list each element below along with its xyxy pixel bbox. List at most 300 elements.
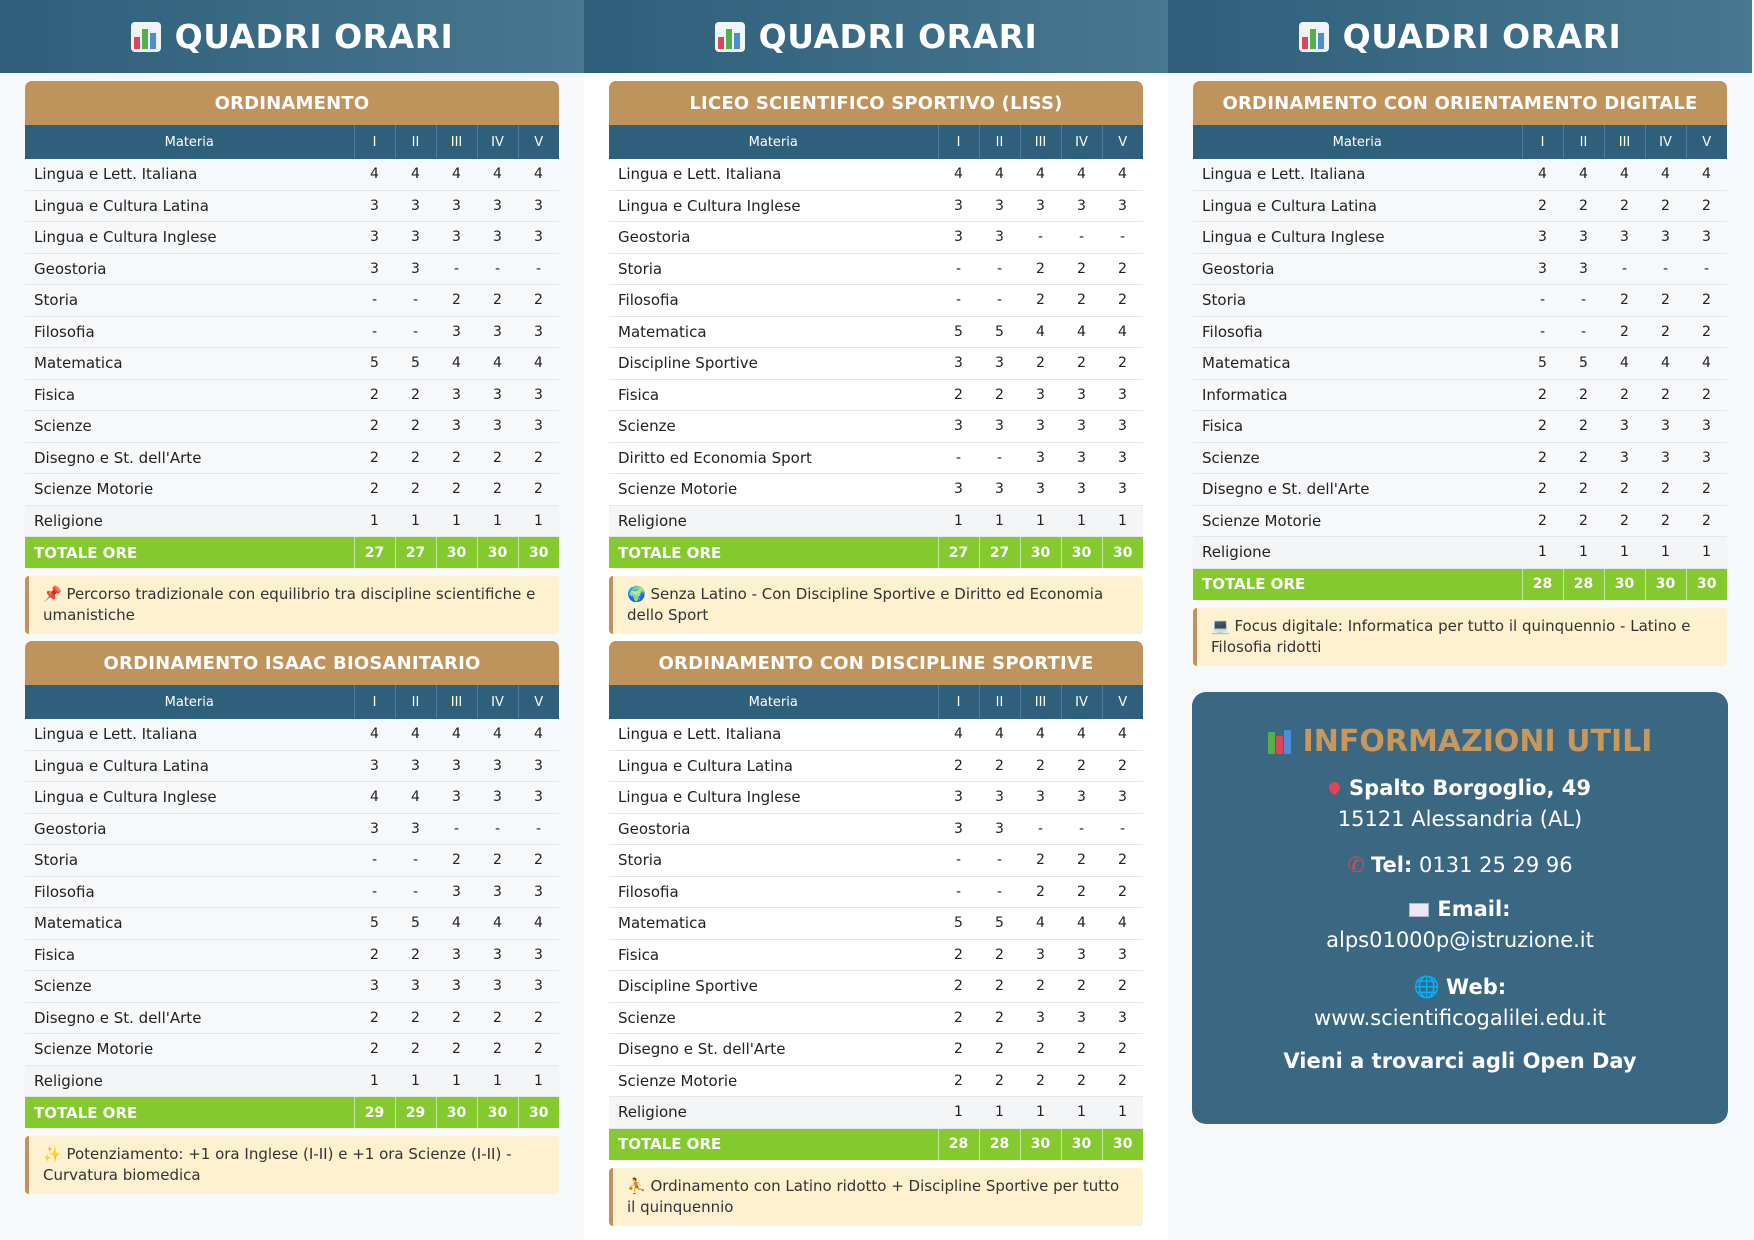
- hours-cell: -: [1563, 316, 1604, 348]
- hours-cell: 4: [1604, 159, 1645, 190]
- hours-cell: 4: [477, 159, 518, 190]
- hours-cell: 2: [436, 474, 477, 506]
- hours-cell: 1: [1522, 537, 1563, 569]
- hours-cell: 2: [1522, 474, 1563, 506]
- subject-cell: Lingua e Cultura Inglese: [609, 782, 938, 814]
- tel-value[interactable]: 0131 25 29 96: [1419, 853, 1573, 877]
- hours-cell: 3: [1604, 411, 1645, 443]
- hours-cell: 3: [938, 782, 979, 814]
- table-row: [1193, 285, 1727, 317]
- subject-cell: Scienze: [609, 1002, 938, 1034]
- hours-cell: 2: [1645, 285, 1686, 317]
- hours-cell: 3: [1102, 782, 1143, 814]
- hours-cell: 2: [354, 1002, 395, 1034]
- bar-chart-icon: [131, 22, 161, 52]
- hours-cell: 3: [477, 876, 518, 908]
- hours-cell: 2: [395, 939, 436, 971]
- table-row: [1193, 159, 1727, 190]
- column-header-year: IV: [477, 685, 518, 719]
- subject-cell: Scienze: [25, 411, 354, 443]
- hours-cell: 4: [1604, 348, 1645, 380]
- table-row: [1193, 411, 1727, 443]
- hours-cell: 2: [354, 474, 395, 506]
- hours-cell: 4: [1522, 159, 1563, 190]
- hours-cell: 3: [436, 876, 477, 908]
- address-street: Spalto Borgoglio, 49: [1349, 776, 1591, 800]
- subject-cell: Geostoria: [1193, 253, 1522, 285]
- subject-cell: Fisica: [25, 939, 354, 971]
- hours-cell: 4: [477, 719, 518, 750]
- total-cell: 29: [395, 1097, 436, 1129]
- table-row: [25, 908, 559, 940]
- address-line1: [1192, 773, 1728, 804]
- column-header-materia: Materia: [609, 125, 938, 159]
- total-row: [609, 1128, 1143, 1160]
- subject-cell: Matematica: [25, 908, 354, 940]
- hours-cell: 4: [395, 782, 436, 814]
- hours-cell: 3: [518, 750, 559, 782]
- hours-cell: 2: [1686, 316, 1727, 348]
- hours-cell: 2: [1061, 253, 1102, 285]
- total-cell: 30: [1686, 568, 1727, 600]
- hours-cell: 3: [477, 939, 518, 971]
- web-value[interactable]: www.scientificogalilei.edu.it: [1314, 1006, 1606, 1030]
- table-row: [25, 411, 559, 443]
- total-cell: 30: [1061, 537, 1102, 569]
- total-cell: 28: [1563, 568, 1604, 600]
- hours-cell: 3: [1645, 411, 1686, 443]
- subject-cell: Lingua e Lett. Italiana: [25, 159, 354, 190]
- table-header-row: [609, 125, 1143, 159]
- column-header-year: II: [1563, 125, 1604, 159]
- column-title: QUADRI ORARI: [174, 17, 454, 56]
- column-header-materia: Materia: [609, 685, 938, 719]
- column-header-year: III: [436, 125, 477, 159]
- subject-cell: Religione: [609, 505, 938, 537]
- table-row: [609, 348, 1143, 380]
- hours-cell: 2: [395, 1034, 436, 1066]
- info-title-text: INFORMAZIONI UTILI: [1302, 724, 1653, 759]
- hours-cell: 2: [1061, 285, 1102, 317]
- schedule-table: [1193, 125, 1727, 600]
- table-row: [25, 190, 559, 222]
- hours-cell: 3: [477, 222, 518, 254]
- hours-cell: 2: [1061, 971, 1102, 1003]
- hours-cell: 2: [1686, 505, 1727, 537]
- table-row: [609, 505, 1143, 537]
- hours-cell: 3: [354, 813, 395, 845]
- hours-cell: 3: [1020, 939, 1061, 971]
- hours-cell: 3: [477, 411, 518, 443]
- hours-cell: 3: [1061, 442, 1102, 474]
- hours-cell: 4: [436, 719, 477, 750]
- subject-cell: Fisica: [609, 939, 938, 971]
- email-value[interactable]: alps01000p@istruzione.it: [1326, 928, 1594, 952]
- hours-cell: 5: [395, 908, 436, 940]
- column-header-year: IV: [1061, 685, 1102, 719]
- hours-cell: 2: [354, 411, 395, 443]
- table-row: [25, 813, 559, 845]
- subject-cell: Lingua e Cultura Inglese: [25, 782, 354, 814]
- total-cell: 28: [979, 1128, 1020, 1160]
- subject-cell: Disegno e St. dell'Arte: [1193, 474, 1522, 506]
- hours-cell: 3: [395, 750, 436, 782]
- table-row: [25, 782, 559, 814]
- table-row: [609, 719, 1143, 750]
- table-row: [25, 1002, 559, 1034]
- table-header-row: [609, 685, 1143, 719]
- hours-cell: 1: [1102, 1097, 1143, 1129]
- subject-cell: Lingua e Cultura Inglese: [1193, 222, 1522, 254]
- hours-cell: 2: [1061, 348, 1102, 380]
- schedule-table: [609, 125, 1143, 568]
- subject-cell: Lingua e Cultura Latina: [25, 190, 354, 222]
- card-title: ORDINAMENTO CON ORIENTAMENTO DIGITALE: [1193, 81, 1727, 125]
- hours-cell: -: [1061, 222, 1102, 254]
- hours-cell: 2: [1102, 285, 1143, 317]
- table-row: [609, 1065, 1143, 1097]
- hours-cell: 2: [518, 442, 559, 474]
- total-cell: 29: [354, 1097, 395, 1129]
- hours-cell: -: [1102, 222, 1143, 254]
- subject-cell: Disegno e St. dell'Arte: [25, 442, 354, 474]
- hours-cell: 2: [1102, 348, 1143, 380]
- hours-cell: 2: [1102, 845, 1143, 877]
- column-header-year: I: [938, 685, 979, 719]
- subject-cell: Matematica: [609, 316, 938, 348]
- total-label: TOTALE ORE: [609, 537, 938, 569]
- hours-cell: 3: [938, 190, 979, 222]
- hours-cell: 3: [1061, 379, 1102, 411]
- total-row: [25, 537, 559, 569]
- column-header-year: I: [354, 125, 395, 159]
- table-row: [1193, 190, 1727, 222]
- hours-cell: 2: [1020, 971, 1061, 1003]
- bar-chart-icon: [715, 22, 745, 52]
- hours-cell: 5: [354, 908, 395, 940]
- table-row: [609, 190, 1143, 222]
- hours-cell: 2: [1645, 505, 1686, 537]
- hours-cell: 2: [938, 379, 979, 411]
- total-cell: 30: [1645, 568, 1686, 600]
- hours-cell: 2: [1563, 411, 1604, 443]
- table-row: [609, 971, 1143, 1003]
- hours-cell: 3: [979, 190, 1020, 222]
- hours-cell: 3: [477, 190, 518, 222]
- hours-cell: -: [1061, 813, 1102, 845]
- hours-cell: 2: [436, 285, 477, 317]
- hours-cell: -: [979, 876, 1020, 908]
- hours-cell: 4: [518, 719, 559, 750]
- hours-cell: 3: [938, 222, 979, 254]
- schedule-table: [25, 125, 559, 568]
- table-row: [1193, 348, 1727, 380]
- column-header-year: V: [1102, 685, 1143, 719]
- subject-cell: Matematica: [1193, 348, 1522, 380]
- subject-cell: Geostoria: [25, 813, 354, 845]
- hours-cell: 3: [1563, 222, 1604, 254]
- hours-cell: 2: [518, 1034, 559, 1066]
- hours-cell: 3: [979, 222, 1020, 254]
- table-row: [25, 285, 559, 317]
- total-cell: 28: [1522, 568, 1563, 600]
- hours-cell: 4: [1563, 159, 1604, 190]
- hours-cell: 5: [395, 348, 436, 380]
- hours-cell: 3: [1061, 939, 1102, 971]
- subject-cell: Scienze Motorie: [1193, 505, 1522, 537]
- column-header: [584, 0, 1168, 73]
- hours-cell: 2: [477, 285, 518, 317]
- hours-cell: 2: [395, 474, 436, 506]
- subject-cell: Filosofia: [609, 876, 938, 908]
- table-row: [609, 1002, 1143, 1034]
- hours-cell: -: [518, 253, 559, 285]
- hours-cell: 3: [477, 971, 518, 1003]
- hours-cell: 4: [979, 719, 1020, 750]
- subject-cell: Filosofia: [25, 316, 354, 348]
- hours-cell: 4: [1686, 348, 1727, 380]
- hours-cell: 3: [518, 782, 559, 814]
- column-header-year: III: [1604, 125, 1645, 159]
- column-header-year: II: [395, 685, 436, 719]
- subject-cell: Filosofia: [1193, 316, 1522, 348]
- hours-cell: -: [1604, 253, 1645, 285]
- card-isaac: [25, 641, 559, 1194]
- table-row: [25, 876, 559, 908]
- hours-cell: 1: [1102, 505, 1143, 537]
- hours-cell: 3: [477, 782, 518, 814]
- hours-cell: -: [979, 285, 1020, 317]
- hours-cell: 4: [477, 908, 518, 940]
- hours-cell: 2: [1020, 1065, 1061, 1097]
- address-line2: 15121 Alessandria (AL): [1337, 807, 1583, 831]
- hours-cell: -: [979, 442, 1020, 474]
- hours-cell: 2: [1522, 379, 1563, 411]
- web-label: Web:: [1446, 975, 1507, 999]
- hours-cell: 3: [979, 474, 1020, 506]
- total-cell: 30: [518, 537, 559, 569]
- hours-cell: 3: [436, 379, 477, 411]
- hours-cell: 2: [1020, 253, 1061, 285]
- column-header-year: I: [354, 685, 395, 719]
- hours-cell: 3: [1020, 782, 1061, 814]
- hours-cell: 2: [1020, 348, 1061, 380]
- total-label: TOTALE ORE: [1193, 568, 1522, 600]
- column-header-year: IV: [477, 125, 518, 159]
- hours-cell: 2: [1020, 750, 1061, 782]
- hours-cell: -: [354, 845, 395, 877]
- web-label-line: [1192, 972, 1728, 1003]
- hours-cell: 3: [1686, 411, 1727, 443]
- hours-cell: 3: [979, 782, 1020, 814]
- total-label: TOTALE ORE: [609, 1128, 938, 1160]
- table-row: [1193, 253, 1727, 285]
- pin-icon: [1327, 780, 1343, 796]
- schedule-table: [25, 685, 559, 1128]
- hours-cell: 2: [979, 1065, 1020, 1097]
- hours-cell: -: [1686, 253, 1727, 285]
- hours-cell: 2: [1686, 285, 1727, 317]
- hours-cell: 2: [979, 1034, 1020, 1066]
- subject-cell: Storia: [609, 253, 938, 285]
- hours-cell: -: [979, 253, 1020, 285]
- subject-cell: Matematica: [25, 348, 354, 380]
- total-row: [1193, 568, 1727, 600]
- card-note: 📌 Percorso tradizionale con equilibrio tra discipline scientifiche e umanistiche: [25, 576, 559, 634]
- hours-cell: 1: [354, 1065, 395, 1097]
- subject-cell: Diritto ed Economia Sport: [609, 442, 938, 474]
- table-row: [1193, 505, 1727, 537]
- hours-cell: 1: [1645, 537, 1686, 569]
- hours-cell: 3: [1061, 474, 1102, 506]
- subject-cell: Storia: [25, 845, 354, 877]
- hours-cell: 2: [436, 442, 477, 474]
- subject-cell: Scienze Motorie: [25, 1034, 354, 1066]
- subject-cell: Scienze: [609, 411, 938, 443]
- hours-cell: 4: [518, 908, 559, 940]
- table-row: [609, 442, 1143, 474]
- hours-cell: 2: [1686, 474, 1727, 506]
- hours-cell: 2: [938, 1065, 979, 1097]
- hours-cell: 3: [354, 222, 395, 254]
- hours-cell: 3: [354, 190, 395, 222]
- table-row: [609, 285, 1143, 317]
- column-header-year: V: [1102, 125, 1143, 159]
- table-row: [25, 222, 559, 254]
- table-row: [25, 379, 559, 411]
- hours-cell: 3: [477, 379, 518, 411]
- hours-cell: 4: [1020, 908, 1061, 940]
- hours-cell: 2: [477, 442, 518, 474]
- total-cell: 30: [477, 537, 518, 569]
- hours-cell: 3: [1102, 411, 1143, 443]
- table-row: [25, 253, 559, 285]
- total-cell: 30: [436, 1097, 477, 1129]
- hours-cell: -: [354, 316, 395, 348]
- hours-cell: 4: [938, 159, 979, 190]
- table-row: [609, 876, 1143, 908]
- column-header-materia: Materia: [25, 685, 354, 719]
- hours-cell: 3: [1102, 379, 1143, 411]
- hours-cell: 2: [1604, 379, 1645, 411]
- hours-cell: -: [938, 253, 979, 285]
- table-row: [25, 1065, 559, 1097]
- table-header-row: [25, 685, 559, 719]
- column-header-year: V: [518, 125, 559, 159]
- column-header: [1168, 0, 1752, 73]
- hours-cell: 2: [354, 442, 395, 474]
- hours-cell: 2: [1061, 845, 1102, 877]
- hours-cell: -: [1522, 285, 1563, 317]
- hours-cell: 3: [436, 971, 477, 1003]
- hours-cell: 3: [1102, 939, 1143, 971]
- hours-cell: 1: [1020, 505, 1061, 537]
- hours-cell: 2: [1563, 379, 1604, 411]
- table-row: [25, 1034, 559, 1066]
- hours-cell: 2: [1522, 411, 1563, 443]
- table-row: [609, 908, 1143, 940]
- hours-cell: 3: [518, 876, 559, 908]
- card-title: LICEO SCIENTIFICO SPORTIVO (LISS): [609, 81, 1143, 125]
- hours-cell: 3: [938, 411, 979, 443]
- hours-cell: 2: [1020, 845, 1061, 877]
- hours-cell: 5: [354, 348, 395, 380]
- column-header-year: IV: [1645, 125, 1686, 159]
- table-row: [1193, 537, 1727, 569]
- hours-cell: 2: [477, 1034, 518, 1066]
- hours-cell: 2: [1522, 190, 1563, 222]
- hours-cell: 3: [477, 750, 518, 782]
- table-row: [1193, 379, 1727, 411]
- hours-cell: 4: [518, 348, 559, 380]
- table-row: [1193, 222, 1727, 254]
- hours-cell: 3: [436, 316, 477, 348]
- hours-cell: -: [938, 845, 979, 877]
- hours-cell: 3: [1061, 190, 1102, 222]
- hours-cell: 3: [1604, 222, 1645, 254]
- subject-cell: Storia: [1193, 285, 1522, 317]
- hours-cell: 4: [1020, 316, 1061, 348]
- hours-cell: 3: [395, 222, 436, 254]
- hours-cell: 3: [1102, 1002, 1143, 1034]
- total-cell: 30: [1102, 537, 1143, 569]
- total-cell: 28: [938, 1128, 979, 1160]
- hours-cell: 2: [1645, 190, 1686, 222]
- total-cell: 30: [518, 1097, 559, 1129]
- hours-cell: 3: [1020, 411, 1061, 443]
- hours-cell: 3: [436, 939, 477, 971]
- total-cell: 30: [1020, 1128, 1061, 1160]
- hours-cell: 2: [518, 285, 559, 317]
- hours-cell: 1: [979, 505, 1020, 537]
- hours-cell: -: [1563, 285, 1604, 317]
- subject-cell: Scienze Motorie: [609, 1065, 938, 1097]
- column-header-year: III: [1020, 125, 1061, 159]
- hours-cell: 2: [477, 1002, 518, 1034]
- table-row: [609, 782, 1143, 814]
- total-cell: 27: [979, 537, 1020, 569]
- schedule-table: [609, 685, 1143, 1160]
- column-header-year: IV: [1061, 125, 1102, 159]
- hours-cell: -: [354, 876, 395, 908]
- hours-cell: 2: [354, 1034, 395, 1066]
- subject-cell: Religione: [25, 505, 354, 537]
- hours-cell: 2: [1522, 442, 1563, 474]
- card-digitale: [1193, 81, 1727, 666]
- total-cell: 27: [354, 537, 395, 569]
- hours-cell: 3: [436, 190, 477, 222]
- hours-cell: 3: [938, 813, 979, 845]
- hours-cell: 1: [979, 1097, 1020, 1129]
- hours-cell: 2: [938, 971, 979, 1003]
- subject-cell: Geostoria: [609, 222, 938, 254]
- hours-cell: 2: [1563, 442, 1604, 474]
- subject-cell: Lingua e Lett. Italiana: [1193, 159, 1522, 190]
- hours-cell: 1: [518, 1065, 559, 1097]
- hours-cell: 2: [979, 939, 1020, 971]
- hours-cell: 2: [1102, 750, 1143, 782]
- hours-cell: 4: [395, 159, 436, 190]
- hours-cell: 1: [1686, 537, 1727, 569]
- hours-cell: 2: [1061, 876, 1102, 908]
- table-row: [25, 939, 559, 971]
- card-title: ORDINAMENTO ISAAC BIOSANITARIO: [25, 641, 559, 685]
- globe-icon: 🌐: [1413, 975, 1441, 999]
- column-title: QUADRI ORARI: [758, 17, 1038, 56]
- hours-cell: 3: [938, 348, 979, 380]
- hours-cell: 1: [436, 1065, 477, 1097]
- hours-cell: 3: [436, 222, 477, 254]
